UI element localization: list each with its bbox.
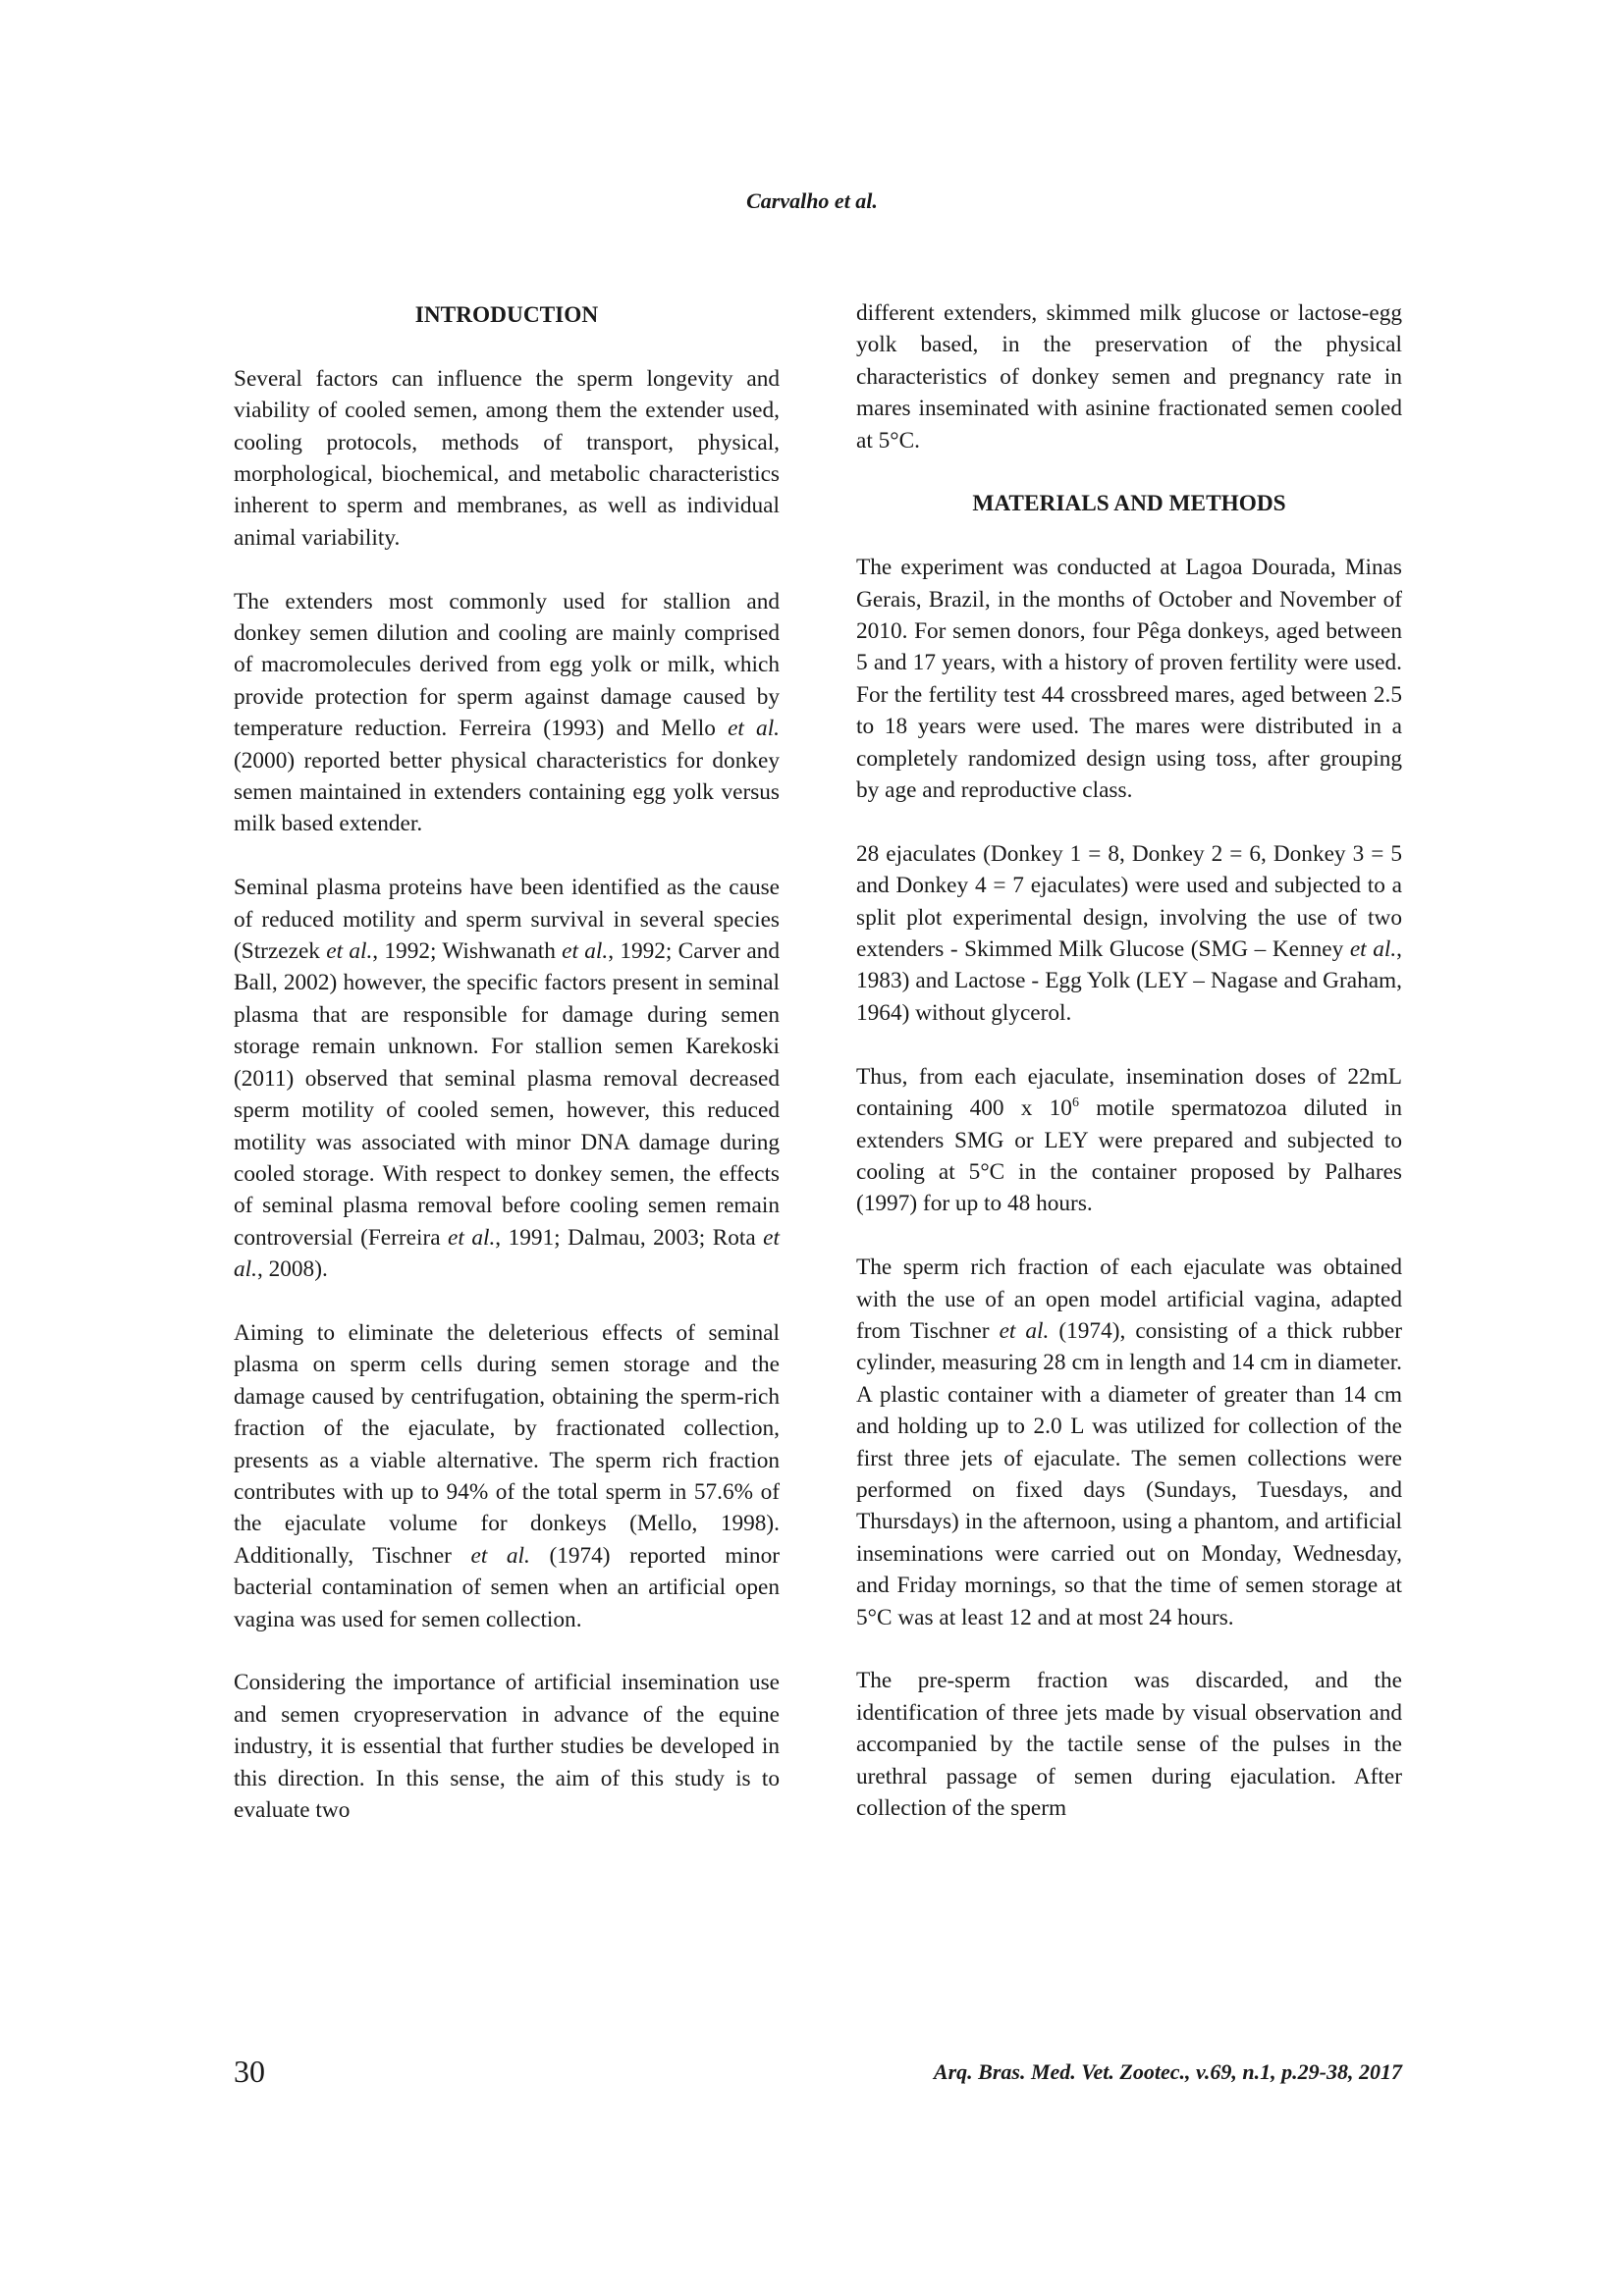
intro-paragraph-3 <box>234 872 780 1285</box>
methods-paragraph-3 <box>856 1061 1402 1220</box>
italic-et-al: et al. <box>999 1317 1050 1344</box>
text-run: The extenders most commonly used for stallion and donkey semen dilution and cooling are mainly comprised of macromolecules derived from egg yolk or milk, which provide protection for sperm against damage caused by temperature reduction. Ferreira (1993) and Mello <box>234 588 780 742</box>
running-head: Carvalho et al. <box>746 188 878 213</box>
volume-issue-pages: , v.69, n.1, p.29-38, 2017 <box>1184 2059 1402 2084</box>
methods-paragraph-5: The pre-sperm fraction was discarded, and the identification of three jets made by visual observation and accompanied by the tactile sense of the pulses in the urethral passage of semen during ejaculation. After collection of the sperm <box>856 1668 1402 1821</box>
page-number: 30 <box>234 2054 265 2089</box>
text-run: (2000) reported better physical characteristics for donkey semen maintained in extenders containing egg yolk versus milk based extender. <box>234 747 780 837</box>
text-run: (1974) reported minor bacterial contamination of semen when an artificial open vagina was used for semen collection. <box>234 1542 780 1632</box>
text-run: , 1991; Dalmau, 2003; Rota <box>495 1224 764 1251</box>
text-run: Thus, from each ejaculate, insemination doses of 22mL containing 400 x 10 <box>856 1063 1402 1122</box>
text-run: , 1992; Wishwanath <box>372 938 563 965</box>
methods-paragraph-2 <box>856 838 1402 1029</box>
intro-paragraph-4 <box>234 1317 780 1635</box>
journal-citation <box>934 2059 1402 2085</box>
left-column <box>234 297 780 1858</box>
intro-paragraph-1: Several factors can influence the sperm longevity and viability of cooled semen, among them the extender used, cooling protocols, methods of transport, physical, morphological, biochemical, and metabolic characteristics inherent to sperm and membranes, as well as individual animal variability. <box>234 365 780 551</box>
text-run: (1974), consisting of a thick rubber cylinder, measuring 28 cm in length and 14 cm in diameter. A plastic container with a diameter of greater than 14 cm and holding up to 2.0 L was utilized for collection of the first three jets of ejaculate. The semen collections were performed on fixed days (Sundays, Tuesdays, and Thursdays) in the afternoon, using a phantom, and artificial inseminations were carried out on Monday, Wednesday, and Friday mornings, so that the time of semen storage at 5°C was at least 12 and at most 24 hours. <box>856 1317 1402 1630</box>
italic-et-al: et al. <box>470 1542 530 1569</box>
text-run: , 1983) and Lactose - Egg Yolk (LEY – Nagase and Graham, 1964) without glycerol. <box>856 936 1402 1026</box>
text-run: , 1992; Carver and Ball, 2002) however, the specific factors present in seminal plasma that are responsible for damage during semen storage remain unknown. For stallion semen Karekoski (2011) observed that seminal plasma removal decreased sperm motility of cooled semen, however, this reduced motility was associated with minor DNA damage during cooled storage. With respect to donkey semen, the effects of seminal plasma removal before cooling semen remain controversial (Ferreira <box>234 938 780 1251</box>
introduction-heading: INTRODUCTION <box>414 302 599 328</box>
text-run: , 2008). <box>256 1256 328 1283</box>
methods-paragraph-4 <box>856 1252 1402 1633</box>
italic-et-al: et al. <box>234 1224 780 1283</box>
superscript-exponent: 6 <box>1071 1095 1079 1111</box>
journal-name: Arq. Bras. Med. Vet. Zootec. <box>933 2059 1185 2084</box>
methods-paragraph-1: The experiment was conducted at Lagoa Dourada, Minas Gerais, Brazil, in the months of October and November of 2010. For semen donors, four Pêga donkeys, aged between 5 and 17 years, with a history of proven fertility were used. For the fertility test 44 crossbreed mares, aged between 2.5 to 18 years were used. The mares were distributed in a completely randomized design using toss, after grouping by age and reproductive class. <box>856 555 1402 804</box>
right-column <box>856 297 1402 1824</box>
intro-paragraph-2 <box>234 586 780 840</box>
italic-et-al: et al. <box>562 938 609 965</box>
text-run: Seminal plasma proteins have been identified as the cause of reduced motility and sperm survival in several species (Strzezek <box>234 875 780 965</box>
text-run: The sperm rich fraction of each ejaculate was obtained with the use of an open model artificial vagina, adapted from Tischner <box>856 1255 1402 1344</box>
intro-paragraph-5: Considering the importance of artificial insemination use and semen cryopreservation in advance of the equine industry, it is essential that further studies be developed in this direction. In this sense, the aim of this study is to evaluate two <box>234 1670 780 1824</box>
text-run: motile spermatozoa diluted in extenders SMG or LEY were prepared and subjected to cooling at 5°C in the container proposed by Palhares (1997) for up to 48 hours. <box>856 1095 1402 1217</box>
aim-paragraph-continued: different extenders, skimmed milk glucose or lactose-egg yolk based, in the preservation of the physical characteristics of donkey semen and pregnancy rate in mares inseminated with asinine fractionated semen cooled at 5°C. <box>856 300 1402 454</box>
text-run: Aiming to eliminate the deleterious effects of seminal plasma on sperm cells during semen storage and the damage caused by centrifugation, obtaining the sperm-rich fraction of the ejaculate, by fractionated collection, presents as a viable alternative. The sperm rich fraction contributes with up to 94% of the total sperm in 57.6% of the ejaculate volume for donkeys (Mello, 1998). Additionally, Tischner <box>234 1319 780 1569</box>
text-run: 28 ejaculates (Donkey 1 = 8, Donkey 2 = 6, Donkey 3 = 5 and Donkey 4 = 7 ejaculates) were used and subjected to a split plot experimental design, involving the use of two extenders - Skimmed Milk Glucose (SMG – Kenney <box>856 840 1402 963</box>
italic-et-al: et al. <box>448 1224 496 1251</box>
materials-methods-heading: MATERIALS AND METHODS <box>972 491 1286 517</box>
italic-et-al: et al. <box>728 716 780 742</box>
italic-et-al: et al. <box>1349 936 1397 963</box>
italic-et-al: et al. <box>326 938 373 965</box>
